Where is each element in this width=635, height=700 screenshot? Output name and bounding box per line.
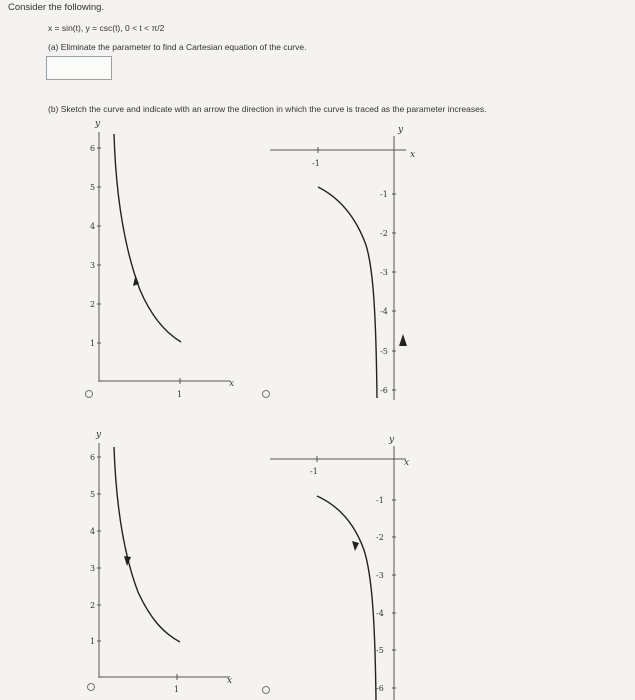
option-c-x-label: x	[227, 676, 233, 686]
part-a-prompt: (a) Eliminate the parameter to find a Cartesian equation of the curve.	[48, 42, 307, 52]
option-d-ytick-neg4: -4	[376, 609, 384, 618]
option-a-ytick-1: 1	[90, 339, 96, 348]
option-b-x-label: x	[410, 150, 416, 160]
option-c-graph	[90, 430, 232, 694]
option-b-y-label: y	[398, 125, 404, 135]
option-c-ytick-4: 4	[90, 527, 96, 536]
option-d-y-label: y	[389, 435, 395, 445]
option-a-x-label: x	[229, 379, 235, 389]
option-d-ytick-neg1: -1	[376, 496, 384, 505]
option-d-ytick-neg2: -2	[376, 533, 384, 542]
option-a-ytick-6: 6	[90, 144, 96, 153]
option-b-ytick-neg4: -4	[380, 307, 388, 316]
option-b-x-tick: -1	[312, 159, 320, 168]
option-b-ytick-neg6: -6	[380, 386, 388, 395]
option-d-direction-arrow	[352, 541, 359, 551]
option-a-ytick-4: 4	[90, 222, 96, 231]
option-d-ytick-neg6: -6	[376, 684, 384, 693]
option-b-ytick-neg3: -3	[380, 268, 388, 277]
option-a-ytick-2: 2	[90, 300, 96, 309]
option-a-curve	[114, 134, 181, 342]
option-d-x-tick: -1	[310, 467, 318, 476]
option-a-graph	[90, 119, 234, 399]
option-d-ytick-neg5: -5	[376, 646, 384, 655]
option-b-ytick-neg1: -1	[380, 190, 388, 199]
option-c-ytick-6: 6	[90, 453, 96, 462]
option-a-ytick-3: 3	[90, 261, 96, 270]
option-b-ytick-neg5: -5	[380, 347, 388, 356]
parametric-equations: x = sin(t), y = csc(t), 0 < t < π/2	[48, 23, 165, 33]
option-c-x-tick: 1	[174, 685, 180, 694]
option-a-x-tick: 1	[177, 390, 183, 399]
question-header: Consider the following.	[8, 2, 105, 13]
option-d-ytick-neg3: -3	[376, 571, 384, 580]
option-b-graph	[270, 125, 415, 400]
option-d-y-ticks	[376, 496, 396, 693]
option-d-curve	[317, 496, 376, 700]
option-c-ytick-2: 2	[90, 601, 96, 610]
option-d-graph	[270, 435, 409, 700]
option-a-y-label: y	[95, 119, 101, 129]
part-b-prompt: (b) Sketch the curve and indicate with an arrow the direction in which the curve is traced as the parameter increases.	[48, 104, 487, 114]
option-b-ytick-neg2: -2	[380, 229, 388, 238]
option-a-ytick-5: 5	[90, 183, 96, 192]
option-d-x-label: x	[404, 458, 410, 468]
option-c-ytick-3: 3	[90, 564, 96, 573]
option-c-y-label: y	[96, 430, 102, 440]
option-c-ytick-5: 5	[90, 490, 96, 499]
option-b-direction-arrow	[399, 334, 407, 346]
option-c-ytick-1: 1	[90, 637, 96, 646]
option-b-curve	[318, 187, 377, 398]
option-c-curve	[114, 447, 180, 642]
